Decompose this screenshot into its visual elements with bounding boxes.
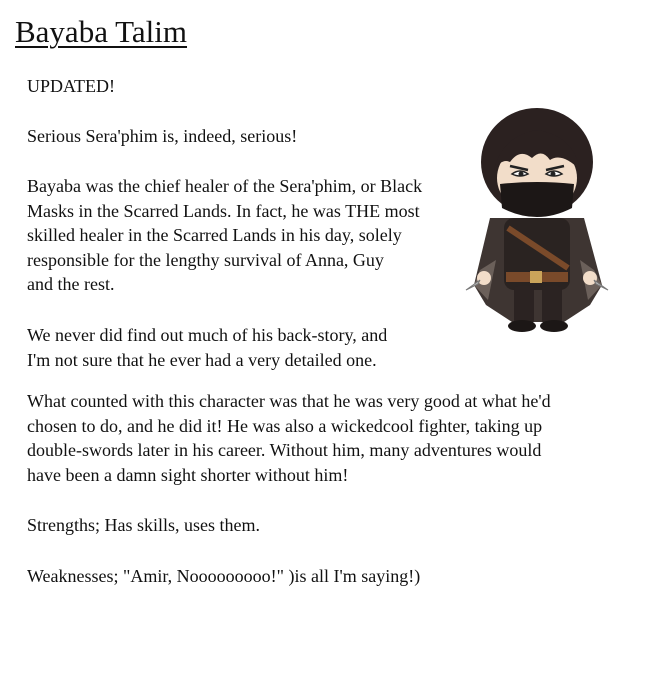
bio-paragraph xyxy=(27,174,422,297)
backstory-line: We never did find out much of his back-story, and xyxy=(27,325,388,345)
updated-note: UPDATED! xyxy=(27,76,115,96)
bio-line: responsible for the lengthy survival of Anna, Guy xyxy=(27,249,384,270)
serious-note: Serious Sera'phim is, indeed, serious! xyxy=(27,126,298,146)
description-line: have been a damn sight shorter without him! xyxy=(27,464,349,485)
weaknesses-line: Weaknesses; "Amir, Nooooooooo!" )is all I'm saying!) xyxy=(27,566,421,586)
description-paragraph xyxy=(27,389,551,487)
left-leg xyxy=(514,286,534,324)
left-pupil xyxy=(519,172,524,177)
bio-line: Bayaba was the chief healer of the Sera'phim, or Black xyxy=(27,176,423,196)
belt-buckle xyxy=(530,271,542,283)
strengths-line: Strengths; Has skills, uses them. xyxy=(27,515,260,535)
backstory-paragraph xyxy=(27,323,387,372)
face-mask xyxy=(500,182,574,217)
description-line: chosen to do, and he did it! He was also a wickedcool fighter, taking up xyxy=(27,415,543,436)
page-title: Bayaba Talim xyxy=(15,14,188,49)
bio-line: skilled healer in the Scarred Lands in his day, solely xyxy=(27,225,402,245)
right-boot xyxy=(540,320,568,332)
masked-healer-figure-icon xyxy=(462,100,612,340)
left-boot xyxy=(508,320,536,332)
description-line: double-swords later in his career. Without him, many adventures would xyxy=(27,440,542,460)
backstory-line: I'm not sure that he ever had a very detailed one. xyxy=(27,349,377,370)
bio-line: and the rest. xyxy=(27,274,115,294)
right-pupil xyxy=(551,172,556,177)
bio-line: Masks in the Scarred Lands. In fact, he was THE most xyxy=(27,200,420,221)
description-line: What counted with this character was that he was very good at what he'd xyxy=(27,391,551,411)
right-leg xyxy=(542,286,562,324)
